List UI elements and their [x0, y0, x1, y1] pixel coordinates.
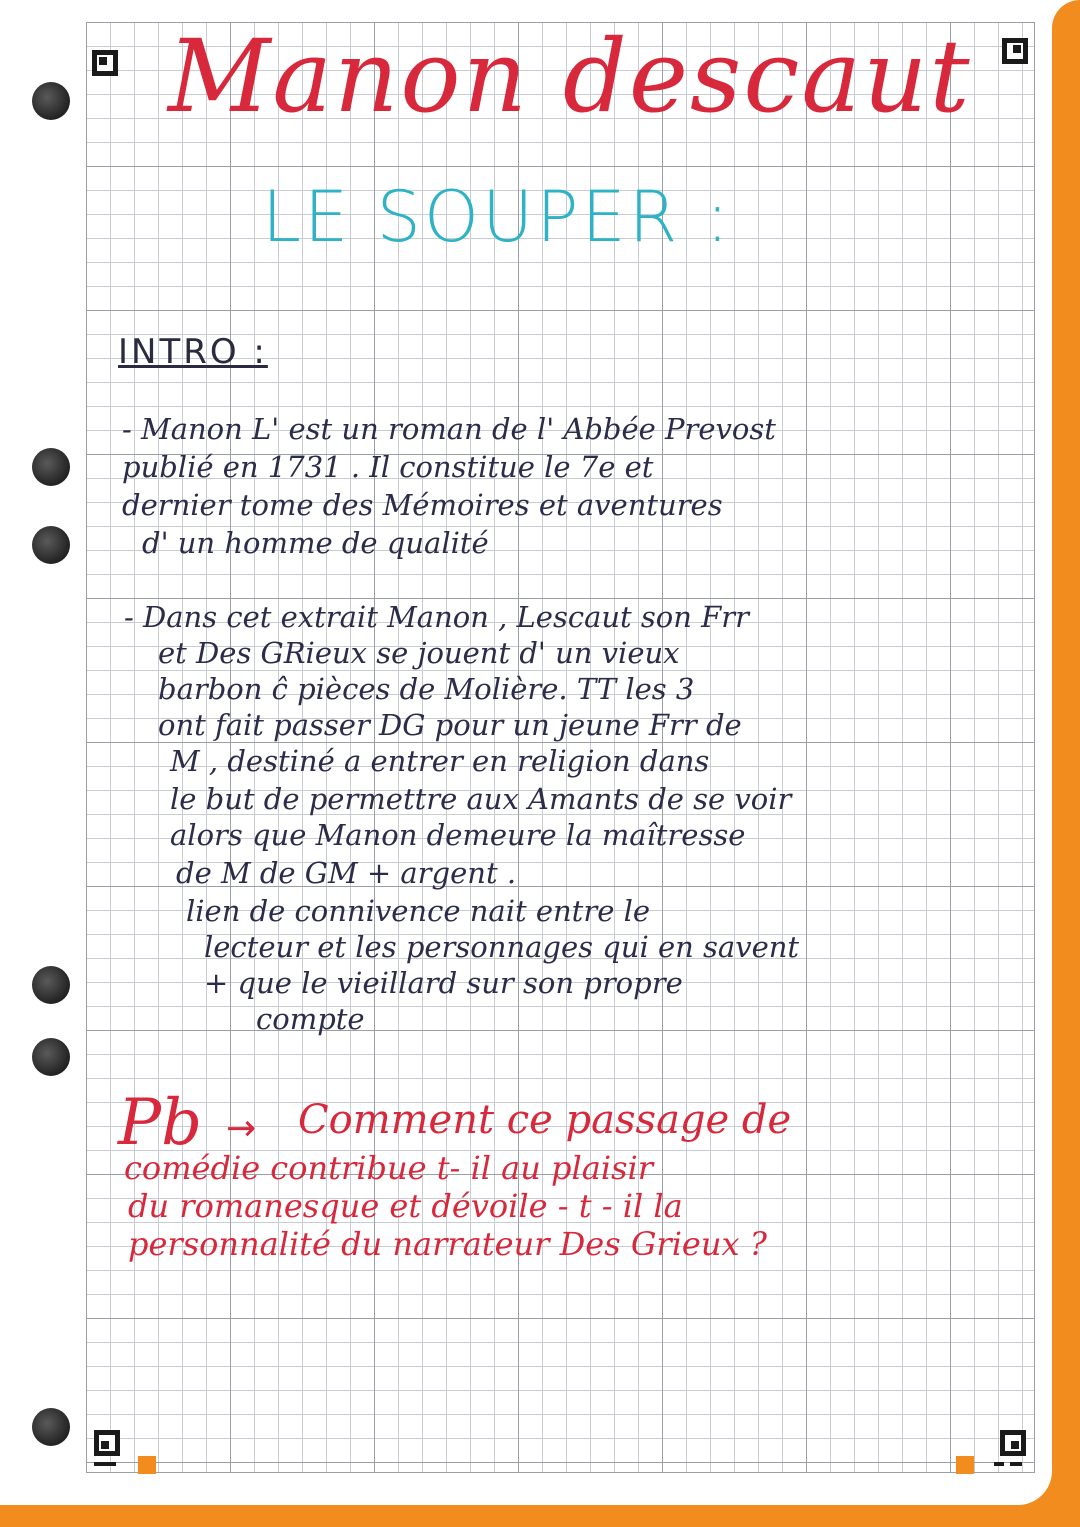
- intro-line: publié en 1731 . Il constitue le 7e et: [122, 450, 654, 484]
- marker-dash-icon: [94, 1462, 116, 1466]
- corner-marker-top-left-icon: [92, 50, 118, 76]
- intro-line: le but de permettre aux Amants de se voir: [170, 782, 792, 816]
- intro-heading: INTRO :: [118, 332, 268, 372]
- corner-marker-bottom-right-icon: [1000, 1430, 1026, 1456]
- orange-border-bottom: [0, 1505, 1080, 1527]
- intro-line: alors que Manon demeure la maîtresse: [170, 818, 746, 852]
- page-title: Manon descaut: [168, 18, 972, 135]
- arrow-right-icon: →: [226, 1108, 257, 1149]
- orange-square-icon: [138, 1456, 156, 1474]
- intro-line: ont fait passer DG pour un jeune Frr de: [158, 708, 742, 742]
- intro-line: dernier tome des Mémoires et aventures: [122, 488, 723, 522]
- intro-line: lien de connivence nait entre le: [186, 894, 651, 928]
- marker-dash-icon: [1010, 1462, 1022, 1466]
- intro-line: - Dans cet extrait Manon , Lescaut son Frr: [124, 600, 750, 634]
- intro-line: + que le vieillard sur son propre: [204, 966, 683, 1000]
- intro-line: d' un homme de qualité: [142, 526, 489, 560]
- intro-line: barbon ĉ pièces de Molière. TT les 3: [158, 672, 695, 706]
- intro-line: - Manon L' est un roman de l' Abbée Prevost: [122, 412, 776, 446]
- problematique-line: Comment ce passage de: [298, 1097, 792, 1143]
- binder-hole-icon: [32, 82, 70, 120]
- problematique-line: personnalité du narrateur Des Grieux ?: [128, 1225, 767, 1263]
- corner-marker-top-right-icon: [1002, 38, 1028, 64]
- problematique-label: Pb: [118, 1086, 203, 1160]
- corner-marker-bottom-left-icon: [94, 1430, 120, 1456]
- problematique-line: comédie contribue t- il au plaisir: [124, 1149, 654, 1187]
- marker-dash-icon: [994, 1462, 1004, 1466]
- binder-hole-icon: [32, 526, 70, 564]
- intro-line: M , destiné a entrer en religion dans: [170, 744, 710, 778]
- problematique-line: du romanesque et dévoile - t - il la: [128, 1187, 683, 1225]
- binder-hole-icon: [32, 448, 70, 486]
- page-subtitle: LE SOUPER :: [262, 176, 733, 258]
- orange-square-icon: [956, 1456, 974, 1474]
- orange-border-right: [1052, 0, 1080, 1527]
- intro-line: lecteur et les personnages qui en savent: [204, 930, 800, 964]
- binder-hole-icon: [32, 1038, 70, 1076]
- binder-hole-icon: [32, 1408, 70, 1446]
- intro-line: et Des GRieux se jouent d' un vieux: [158, 636, 680, 670]
- binder-hole-icon: [32, 966, 70, 1004]
- intro-line: de M de GM + argent .: [176, 856, 517, 890]
- intro-line: compte: [256, 1002, 365, 1036]
